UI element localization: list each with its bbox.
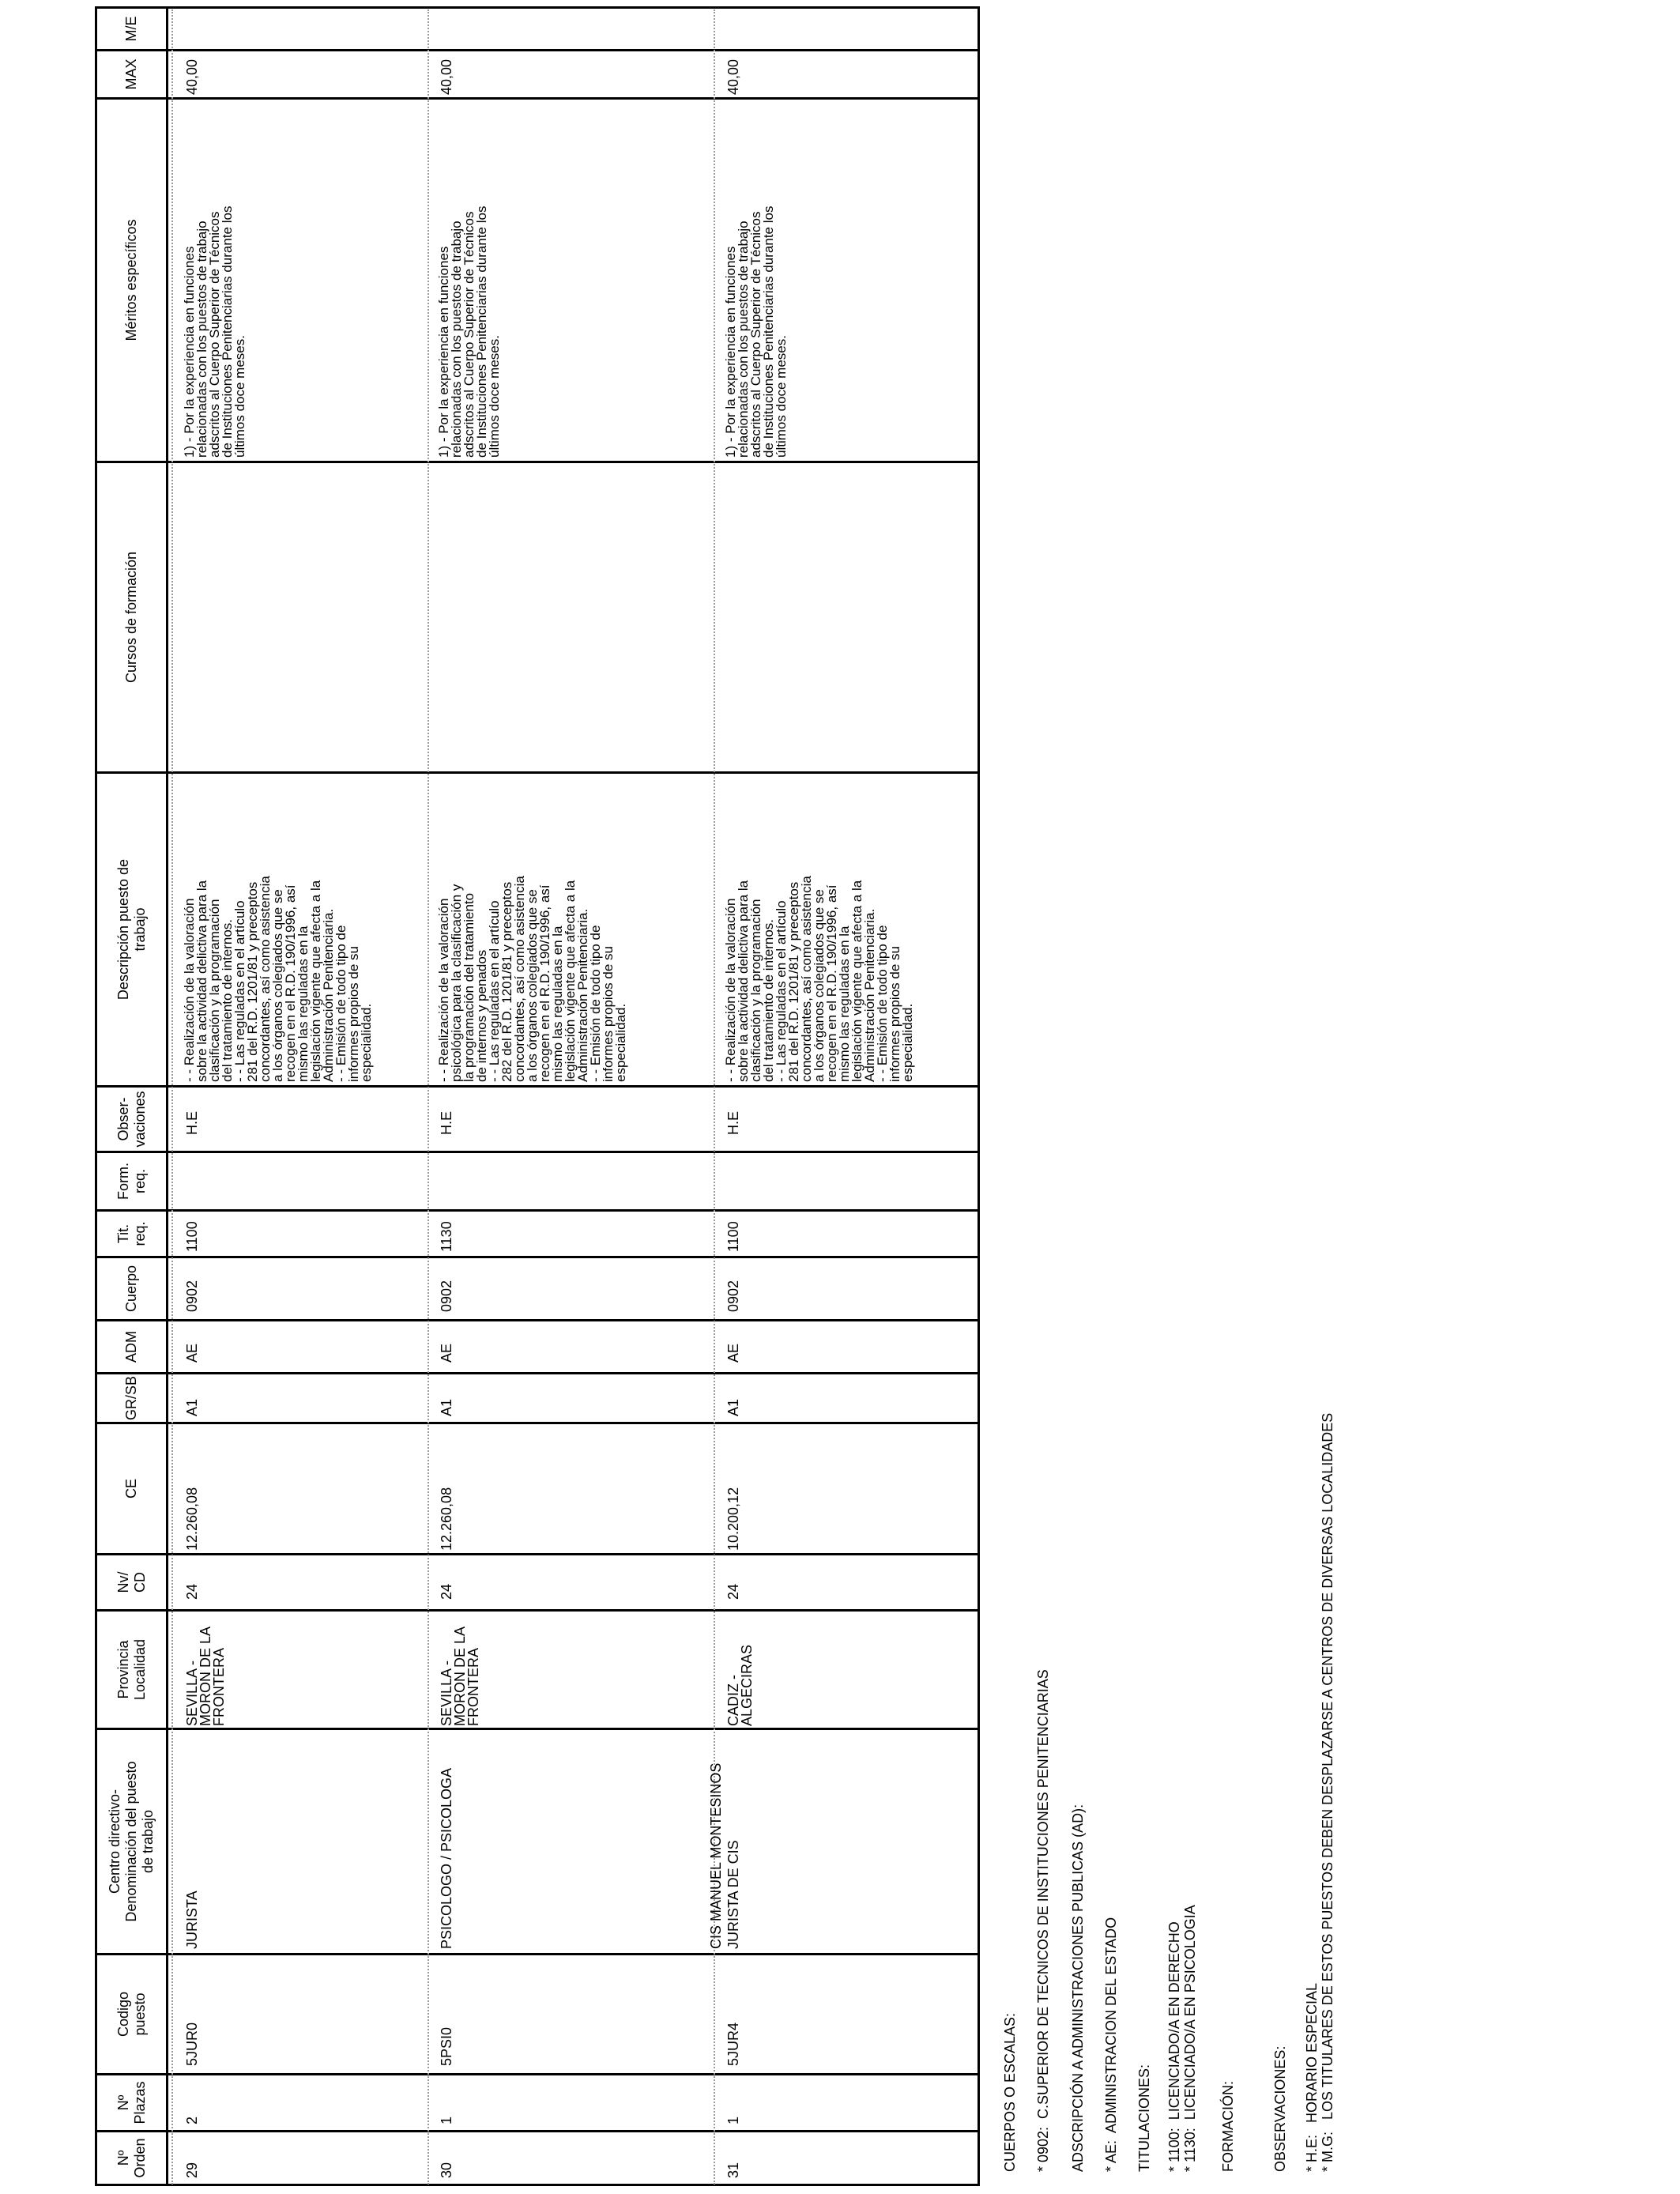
cell-codigo: 5PSI0 xyxy=(439,2026,454,2066)
header-observaciones: Obser- vaciones xyxy=(115,1091,148,1148)
cell-orden: 31 xyxy=(725,2162,741,2178)
legend-adscripcion-title: ADSCRIPCIÓN A ADMINISTRACIONES PUBLICAS (AD): xyxy=(1070,1804,1086,2172)
header-ce: CE xyxy=(123,1479,139,1499)
cell-nivel: 24 xyxy=(439,1583,454,1600)
cell-grupo: A1 xyxy=(725,1398,741,1416)
legend-cuerpos-line: * 0902: C.SUPERIOR DE TECNICOS DE INSTITUCIONES PENITENCIARIAS xyxy=(1035,1669,1051,2172)
cell-meritos: 1) - Por la experiencia en funciones relacionadas con los puestos de trabajo adscritos al Cuerpo Superior de Técnicos de Instituciones Penitenciarias durante los últimos doce meses. xyxy=(436,205,502,458)
cell-provincia: CADIZ - ALGECIRAS xyxy=(725,1644,755,1726)
legend-adscripcion-line: * AE: ADMINISTRACION DEL ESTADO xyxy=(1103,1917,1119,2172)
cell-max: 40,00 xyxy=(439,58,454,95)
cell-denominacion: JURISTA DE CIS xyxy=(725,1840,741,1949)
cell-titulacion: 1100 xyxy=(184,1221,200,1252)
cell-meritos: 1) - Por la experiencia en funciones relacionadas con los puestos de trabajo adscritos al Cuerpo Superior de Técnicos de Instituciones Penitenciarias durante los últimos doce meses. xyxy=(723,205,789,458)
header-titulacion: Tit. req. xyxy=(115,1221,148,1246)
legend-titulaciones-lines: * 1100: LICENCIADO/A EN DERECHO * 1130: LICENCIADO/A EN PSICOLOGIA xyxy=(1166,1905,1198,2172)
header-cuerpo: Cuerpo xyxy=(123,1265,139,1313)
cell-cuerpo: 0902 xyxy=(439,1280,454,1312)
header-plazas: Nº Plazas xyxy=(115,2081,148,2124)
header-codigo: Codigo puesto xyxy=(115,1991,148,2038)
cell-grupo: A1 xyxy=(184,1398,200,1416)
cell-adm: AE xyxy=(439,1343,454,1363)
cell-adm: AE xyxy=(725,1343,741,1363)
cell-provincia: SEVILLA - MORON DE LA FRONTERA xyxy=(184,1626,227,1726)
cell-cuerpo: 0902 xyxy=(725,1280,741,1312)
cell-observaciones: H.E xyxy=(184,1110,200,1135)
header-max: MAX xyxy=(123,58,139,90)
header-provincia: Provincia Localidad xyxy=(115,1638,148,1701)
cell-adm: AE xyxy=(184,1343,200,1363)
cell-ce: 12.260,08 xyxy=(184,1487,200,1551)
header-me: M/E xyxy=(123,16,139,42)
cell-ce: 12.260,08 xyxy=(439,1487,454,1551)
cell-orden: 29 xyxy=(184,2162,200,2178)
cell-codigo: 5JUR4 xyxy=(725,2022,741,2066)
header-formacion: Form. req. xyxy=(115,1163,148,1200)
cell-plazas: 1 xyxy=(725,2116,741,2124)
legend-titulaciones-title: TITULACIONES: xyxy=(1136,2064,1152,2172)
header-nivel: Nv/ CD xyxy=(115,1571,148,1593)
header-descripcion: Descripción puesto de trabajo xyxy=(115,858,148,1001)
legend-cuerpos-title: CUERPOS O ESCALAS: xyxy=(1002,2012,1018,2172)
cell-provincia: SEVILLA - MORON DE LA FRONTERA xyxy=(439,1626,481,1726)
cell-titulacion: 1130 xyxy=(439,1221,454,1252)
cell-descripcion: - - Realización de la valoración psicológica para la clasificación y la programación del tratamiento de internos y penados - - Las reguladas en el artículo 282 del R.D. 1201/81 y preceptos concordantes, así como asistencia a los órganos colegiados que se recogen en el R.D. 190/1996, así mismo las reguladas en la legislación vigente que afecta a la Administración Penitenciaria. - - Emisión de todo tipo de informes propios de su especialidad. xyxy=(436,876,628,1082)
cell-denominacion: JURISTA xyxy=(184,1891,200,1949)
cell-grupo: A1 xyxy=(439,1398,454,1416)
cell-max: 40,00 xyxy=(184,58,200,95)
cell-cuerpo: 0902 xyxy=(184,1280,200,1312)
cell-descripcion: - - Realización de la valoración sobre la actividad delictiva para la clasificación y la programación del tratamiento de internos. - - Las reguladas en el artículo 281 del R.D. 1201/81 y preceptos concordantes, así como asistencia a los órganos colegiados que se recogen en el R.D. 190/1996, así mismo las reguladas en la legislación vigente que afecta a la Administración Penitenciaria. - - Emisión de todo tipo de informes propios de su especialidad. xyxy=(182,876,374,1082)
cell-denominacion: PSICOLOGO / PSICOLOGA xyxy=(439,1767,454,1949)
legend-formacion-title: FORMACIÓN: xyxy=(1220,2081,1236,2172)
cell-max: 40,00 xyxy=(725,58,741,95)
cell-descripcion: - - Realización de la valoración sobre la actividad delictiva para la clasificación y la programación del tratamiento de internos. - - Las reguladas en el artículo 281 del R.D. 1201/81 y preceptos concordantes, así como asistencia a los órganos colegiados que se recogen en el R.D. 190/1996, así mismo las reguladas en la legislación vigente que afecta a la Administración Penitenciaria. - - Emisión de todo tipo de informes propios de su especialidad. xyxy=(723,876,915,1082)
cell-plazas: 1 xyxy=(439,2116,454,2124)
header-orden: Nº Orden xyxy=(115,2138,148,2178)
header-adm: ADM xyxy=(123,1331,139,1363)
legend-observaciones-lines: * H.E: HORARIO ESPECIAL * M.G: LOS TITULARES DE ESTOS PUESTOS DEBEN DESPLAZARSE A CENTROS DE DIVERSAS LOCALIDADES xyxy=(1304,1412,1335,2172)
cell-observaciones: H.E xyxy=(725,1110,741,1135)
cell-codigo: 5JUR0 xyxy=(184,2022,200,2066)
header-meritos: Méritos específicos xyxy=(123,219,139,341)
cell-orden: 30 xyxy=(439,2162,454,2178)
legend-observaciones-title: OBSERVACIONES: xyxy=(1272,2045,1288,2172)
cell-meritos: 1) - Por la experiencia en funciones relacionadas con los puestos de trabajo adscritos al Cuerpo Superior de Técnicos de Instituciones Penitenciarias durante los últimos doce meses. xyxy=(182,205,247,458)
cell-ce: 10.200,12 xyxy=(725,1487,741,1551)
header-cursos: Cursos de formación xyxy=(123,551,139,684)
cell-centro-directivo: CIS MANUEL MONTESINOS xyxy=(708,1762,724,1949)
cell-titulacion: 1100 xyxy=(725,1221,741,1252)
cell-nivel: 24 xyxy=(725,1583,741,1600)
header-centro: Centro directivo- Denominación del puesto de trabajo xyxy=(107,1761,156,1922)
cell-observaciones: H.E xyxy=(439,1110,454,1135)
header-grupo: GR/SB xyxy=(123,1376,139,1421)
cell-nivel: 24 xyxy=(184,1583,200,1600)
cell-plazas: 2 xyxy=(184,2116,200,2124)
